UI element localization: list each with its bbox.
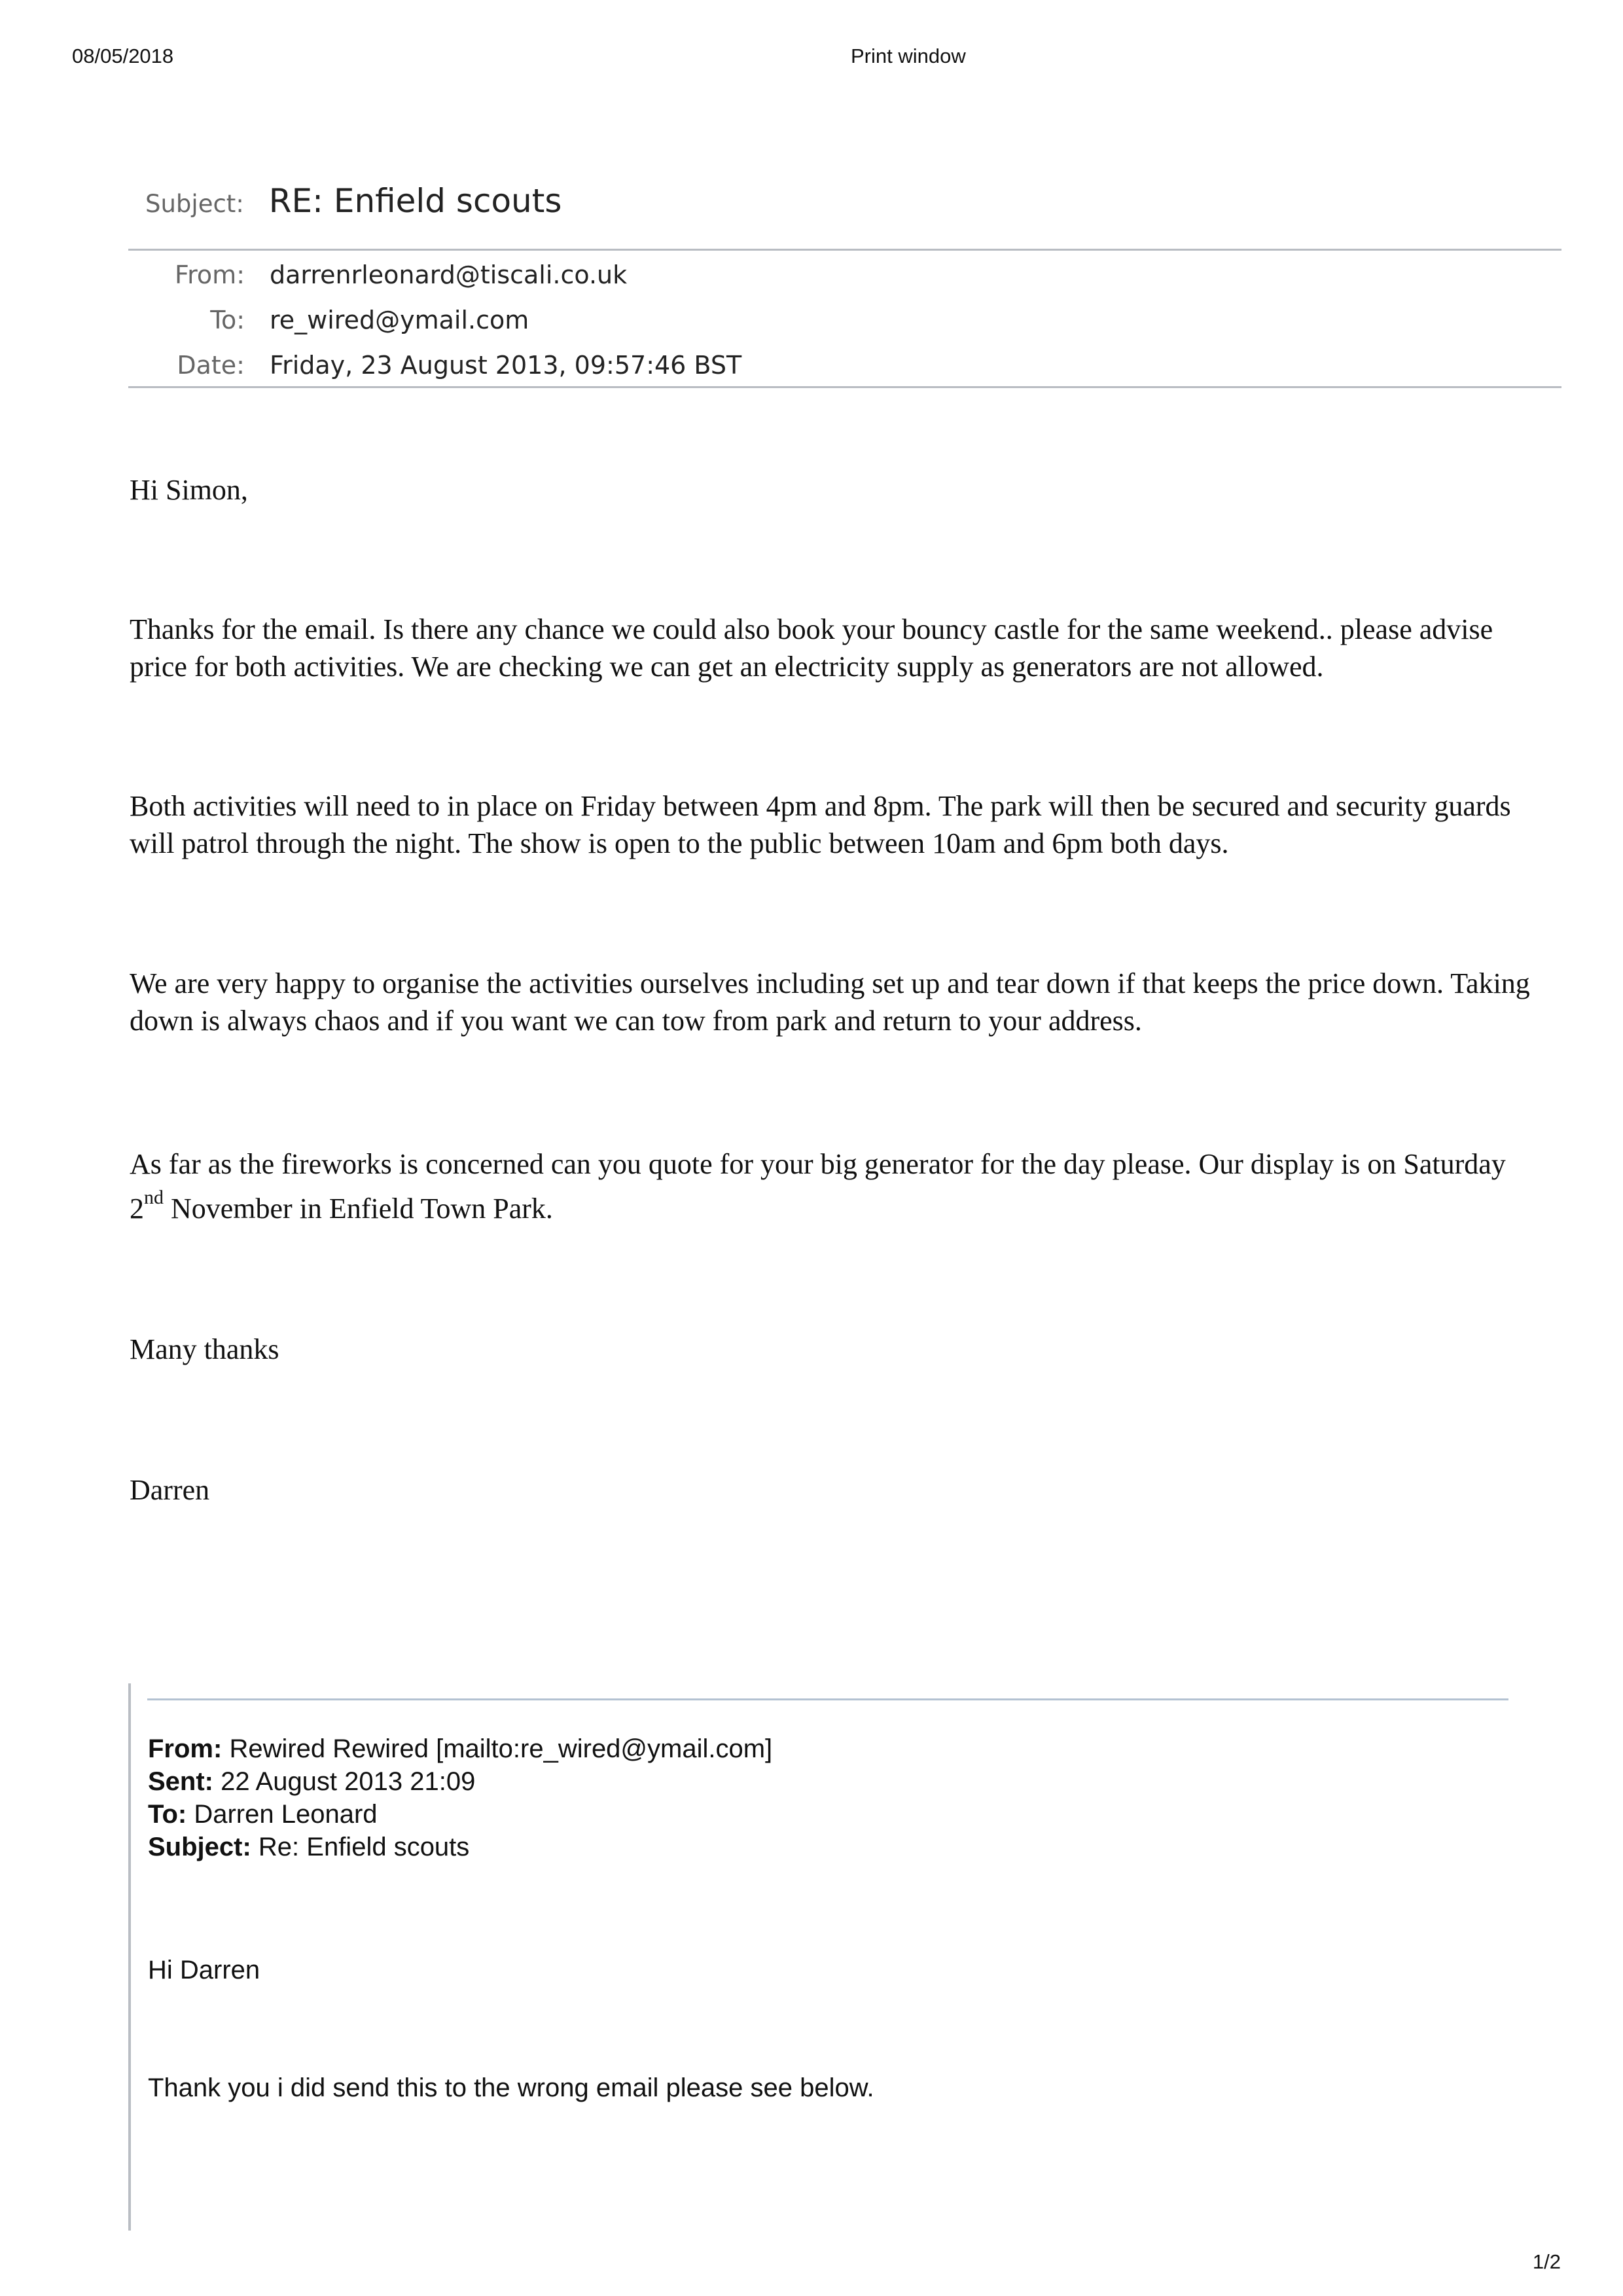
from-label: From: xyxy=(175,260,245,289)
from-row xyxy=(128,260,741,306)
header-divider-bottom xyxy=(128,386,1561,388)
to-row xyxy=(128,306,741,351)
quoted-sent: 22 August 2013 21:09 xyxy=(213,1767,476,1796)
quoted-to-label: To: xyxy=(148,1800,187,1829)
quoted-to-row xyxy=(148,1798,772,1831)
quoted-from-label: From: xyxy=(148,1734,223,1763)
to-label: To: xyxy=(210,306,245,334)
to-address[interactable]: re_wired@ymail.com xyxy=(270,306,529,334)
quote-bar xyxy=(128,1683,131,2231)
body-paragraph: Both activities will need to in place on Friday between 4pm and 8pm. The park will then be secured and security guards will patrol through the night. The show is open to the public between 10am and 6pm both days. xyxy=(130,790,1511,859)
body-paragraph: We are very happy to organise the activities ourselves including set up and tear down if that keeps the price down. Taking down is always chaos and if you want we can tow from park and return to your address. xyxy=(130,967,1530,1037)
body-paragraph-text: November in Enfield Town Park. xyxy=(164,1193,553,1225)
date-row xyxy=(128,351,741,396)
quoted-sent-label: Sent: xyxy=(148,1767,213,1796)
quoted-header xyxy=(148,1732,772,1863)
page-number: 1/2 xyxy=(1532,2250,1561,2273)
quoted-from-row xyxy=(148,1732,772,1765)
quoted-to: Darren Leonard xyxy=(187,1800,378,1829)
quote-divider xyxy=(147,1698,1508,1700)
quoted-subject: Re: Enfield scouts xyxy=(251,1833,470,1861)
body-paragraph xyxy=(130,1142,1543,1231)
quoted-subject-label: Subject: xyxy=(148,1833,251,1861)
body-paragraph-text: As far as the fireworks is concerned can you quote for your big generator for the day please. Our display is on Saturday 2 xyxy=(130,1148,1506,1225)
subject-row xyxy=(145,182,562,220)
email-subject: RE: Enfield scouts xyxy=(268,182,562,220)
body-paragraph: Thanks for the email. Is there any chance we could also book your bouncy castle for the same weekend.. please advise price for both activities. We are checking we can get an electricity supply as generators are not allowed. xyxy=(130,613,1493,683)
greeting: Hi Simon, xyxy=(130,474,248,506)
quoted-text: Thank you i did send this to the wrong email please see below. xyxy=(148,2073,874,2102)
email-date: Friday, 23 August 2013, 09:57:46 BST xyxy=(270,351,742,380)
ordinal-suffix: nd xyxy=(144,1187,164,1209)
print-date: 08/05/2018 xyxy=(72,45,174,67)
header-divider-top xyxy=(128,249,1561,251)
email-meta xyxy=(128,260,741,396)
subject-label: Subject: xyxy=(145,190,244,218)
signature: Darren xyxy=(130,1474,210,1506)
quoted-greeting: Hi Darren xyxy=(148,1956,260,1984)
quoted-sent-row xyxy=(148,1765,772,1798)
from-address[interactable]: darrenrleonard@tiscali.co.uk xyxy=(270,260,628,289)
quoted-subject-row xyxy=(148,1831,772,1863)
print-window-title: Print window xyxy=(851,45,966,67)
quoted-from[interactable]: Rewired Rewired [mailto:re_wired@ymail.com] xyxy=(222,1734,773,1763)
date-label: Date: xyxy=(177,351,245,380)
closing: Many thanks xyxy=(130,1333,279,1365)
